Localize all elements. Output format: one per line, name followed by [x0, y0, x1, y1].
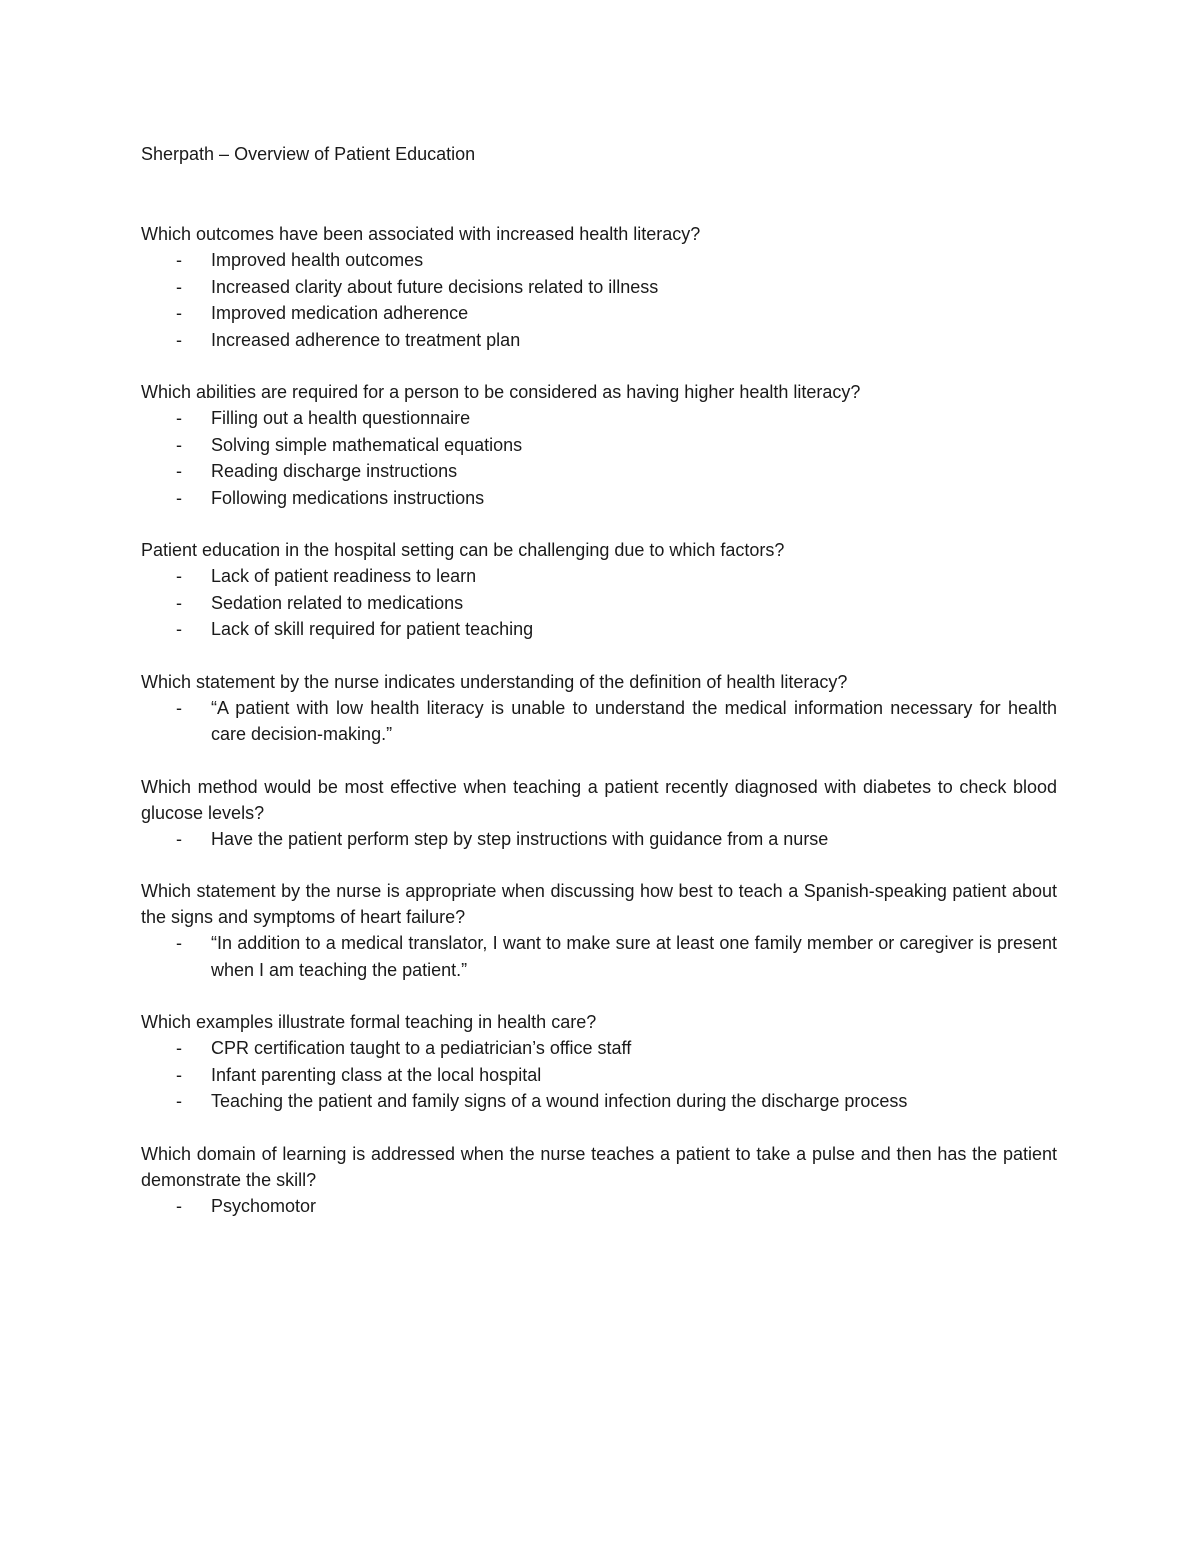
answer-list: [141, 563, 1057, 643]
answer-item: [141, 1062, 1057, 1089]
bullet-dash: -: [176, 303, 182, 323]
bullet-dash: -: [176, 592, 182, 613]
answer-list: [141, 826, 1057, 853]
answer-text: Increased adherence to treatment plan: [211, 329, 521, 350]
answer-text: Teaching the patient and family signs of a wound infection during the discharge process: [211, 1091, 908, 1111]
qa-section: [141, 1141, 1057, 1220]
answer-text: Reading discharge instructions: [211, 461, 458, 481]
answer-list: [141, 247, 1057, 353]
answer-text: “In addition to a medical translator, I want to make sure at least one family member or caregiver is present when I am teaching the patient.”: [211, 933, 1057, 980]
bullet-dash: -: [176, 461, 182, 481]
bullet-dash: -: [176, 1195, 182, 1216]
bullet-dash: -: [176, 434, 182, 455]
answer-text: Sedation related to medications: [211, 592, 464, 613]
answer-list: [141, 695, 1057, 748]
bullet-dash: -: [176, 408, 182, 428]
answer-item: [141, 695, 1057, 748]
bullet-dash: -: [176, 1038, 182, 1058]
answer-text: CPR certification taught to a pediatrician’s office staff: [211, 1038, 632, 1058]
question-text: Which statement by the nurse indicates understanding of the definition of health literacy?: [141, 671, 848, 692]
answer-item: [141, 485, 1057, 512]
answer-item: [141, 432, 1057, 459]
answer-text: “A patient with low health literacy is unable to understand the medical information necessary for health care decision-making.”: [211, 697, 1057, 744]
question-text: Which examples illustrate formal teaching in health care?: [141, 1012, 597, 1032]
answer-item: [141, 1035, 1057, 1062]
answer-list: [141, 405, 1057, 511]
qa-section: [141, 1009, 1057, 1115]
answer-text: Filling out a health questionnaire: [211, 408, 471, 428]
answer-list: [141, 930, 1057, 983]
answer-text: Solving simple mathematical equations: [211, 434, 523, 455]
qa-section: [141, 774, 1057, 853]
answer-text: Psychomotor: [211, 1195, 317, 1216]
bullet-dash: -: [176, 487, 182, 508]
answer-item: [141, 327, 1057, 354]
answer-list: [141, 1035, 1057, 1115]
answer-text: Lack of patient readiness to learn: [211, 566, 477, 586]
answer-item: [141, 590, 1057, 617]
answer-text: Following medications instructions: [211, 487, 485, 508]
answer-item: [141, 1088, 1057, 1115]
question-text: Which domain of learning is addressed when the nurse teaches a patient to take a pulse and then has the patient demonstrate the skill?: [141, 1143, 1057, 1190]
bullet-dash: -: [176, 566, 182, 586]
answer-item: [141, 1193, 1057, 1220]
bullet-dash: -: [176, 329, 182, 350]
document-title: Sherpath – Overview of Patient Education: [141, 144, 476, 164]
answer-item: [141, 247, 1057, 274]
qa-section: [141, 537, 1057, 643]
question-text: Which method would be most effective when teaching a patient recently diagnosed with diabetes to check blood glucose levels?: [141, 776, 1057, 823]
answer-text: Increased clarity about future decisions related to illness: [211, 276, 659, 297]
question-text: Patient education in the hospital setting can be challenging due to which factors?: [141, 540, 785, 560]
answer-text: Improved medication adherence: [211, 303, 469, 323]
answer-item: [141, 405, 1057, 432]
qa-section: [141, 379, 1057, 511]
answer-item: [141, 616, 1057, 643]
question-text: Which outcomes have been associated with increased health literacy?: [141, 224, 701, 244]
answer-text: Improved health outcomes: [211, 250, 424, 270]
answer-item: [141, 274, 1057, 301]
bullet-dash: -: [176, 250, 182, 270]
answer-text: Infant parenting class at the local hospital: [211, 1064, 542, 1085]
answer-item: [141, 458, 1057, 485]
answer-item: [141, 563, 1057, 590]
bullet-dash: -: [176, 619, 182, 639]
document-page: [141, 141, 1057, 1245]
qa-section: [141, 878, 1057, 983]
answer-item: [141, 930, 1057, 983]
answer-text: Lack of skill required for patient teaching: [211, 619, 534, 639]
qa-section: [141, 669, 1057, 748]
bullet-dash: -: [176, 828, 182, 849]
answer-list: [141, 1193, 1057, 1220]
question-text: Which statement by the nurse is appropriate when discussing how best to teach a Spanish-speaking patient about the signs and symptoms of heart failure?: [141, 881, 1057, 927]
qa-section: [141, 221, 1057, 353]
answer-item: [141, 300, 1057, 327]
question-text: Which abilities are required for a person to be considered as having higher health literacy?: [141, 382, 861, 402]
bullet-dash: -: [176, 697, 182, 718]
bullet-dash: -: [176, 933, 182, 953]
bullet-dash: -: [176, 1091, 182, 1111]
answer-item: [141, 826, 1057, 853]
bullet-dash: -: [176, 276, 182, 297]
bullet-dash: -: [176, 1064, 182, 1085]
answer-text: Have the patient perform step by step instructions with guidance from a nurse: [211, 828, 829, 849]
